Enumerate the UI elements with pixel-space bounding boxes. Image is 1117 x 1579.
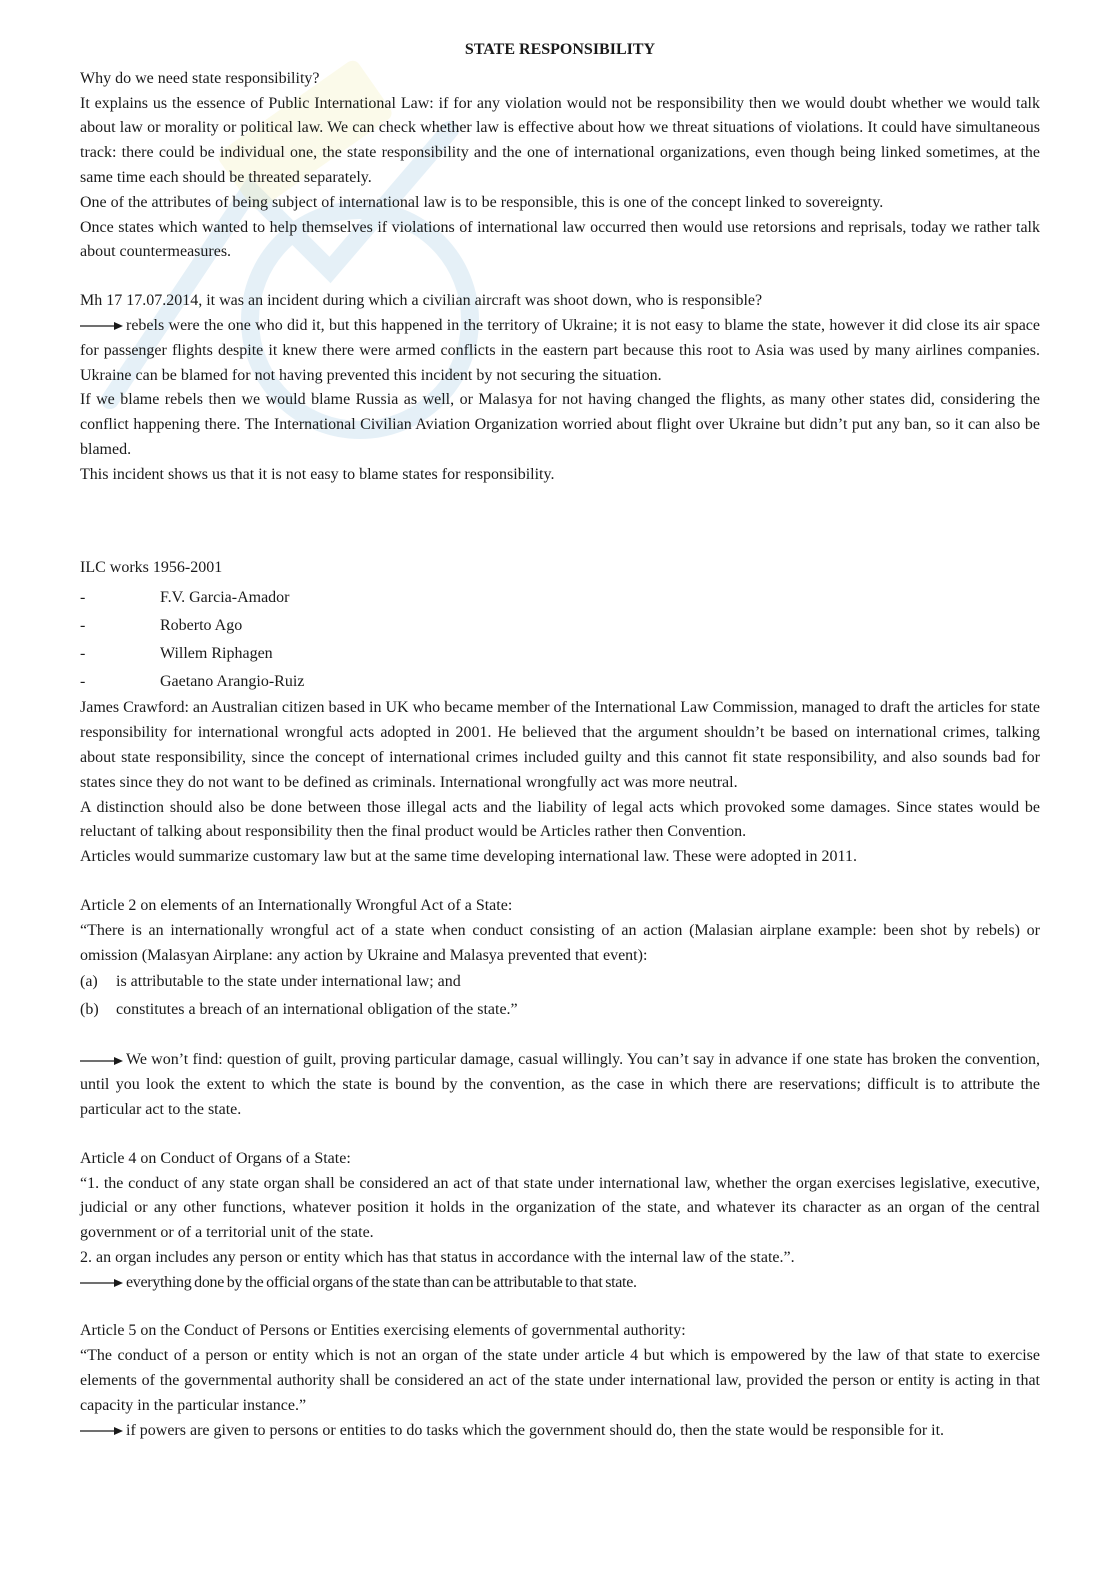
- mh17-answer-text: rebels were the one who did it, but this happened in the territory of Ukraine; it is not easy to blame the state, however it did close its air space for passenger flights despite it knew there were armed conflicts in the eastern part because this root to Asia was used by many airlines companies. Ukraine can be blamed for not having prevented this incident by not securing the situation.: [80, 316, 1040, 384]
- arrow-icon: [80, 1056, 124, 1066]
- arrow-icon: [80, 1278, 124, 1288]
- article-2-items: [80, 968, 1040, 1024]
- article-2-quote: “There is an internationally wrongful act of a state when conduct consisting of an action (Malasian airplane example: been shot by rebels) or omission (Malasyan Airplane: any action by Ukraine and Malasya prevented that event):: [80, 921, 1040, 964]
- article-4-paragraph-2: 2. an organ includes any person or entity which has that status in accordance with the internal law of the state.”.: [80, 1248, 795, 1266]
- article-4-comment-text: everything done by the official organs of the state than can be attributable to that state.: [126, 1273, 637, 1291]
- distinction-paragraph: A distinction should also be done between those illegal acts and the liability of legal acts which provoked some damages. Since states would be reluctant of talking about responsibility then the final product would be Articles rather then Convention.: [80, 798, 1040, 841]
- intro-paragraph-3: Once states which wanted to help themselves if violations of international law occurred then would use retorsions and reprisals, today we rather talk about countermeasures.: [80, 218, 1040, 261]
- rapporteur-list: [80, 584, 1040, 696]
- article-5-comment-text: if powers are given to persons or entities to do tasks which the government should do, then the state would be responsible for it.: [126, 1421, 945, 1439]
- list-item: [80, 584, 1040, 612]
- item-text: is attributable to the state under international law; and: [116, 973, 461, 991]
- list-dash: -: [80, 589, 86, 607]
- item-marker: (a): [80, 973, 98, 991]
- mh17-question: Mh 17 17.07.2014, it was an incident during which a civilian aircraft was shoot down, who is responsible?: [80, 292, 763, 310]
- document-page: [80, 38, 1040, 1443]
- article-5-quote: “The conduct of a person or entity which is not an organ of the state under article 4 but which is empowered by the law of that state to exercise elements of the governmental authority shall be considered an act of the state under international law, provided the person or entity is acting in that capacity in the particular instance.”: [80, 1347, 1040, 1414]
- article-5-comment: [80, 1419, 1040, 1444]
- mh17-answer: [80, 314, 1040, 388]
- mh17-paragraph-2: If we blame rebels then we would blame Russia as well, or Malasya for not having changed the flights, as many other states did, considering the conflict happening there. The International Civilian Aviation Organization worried about flight over Ukraine but didn’t put any ban, so it can also be blamed.: [80, 391, 1040, 458]
- rapporteur-name: F.V. Garcia-Amador: [160, 589, 290, 607]
- article-4-paragraph-1: “1. the conduct of any state organ shall be considered an act of that state under international law, whether the organ exercises legislative, executive, judicial or any other functions, whatever position it holds in the organization of the state, and whatever its character as an organ of the central government or of a territorial unit of the state.: [80, 1174, 1040, 1242]
- rapporteur-name: Willem Riphagen: [160, 645, 273, 663]
- arrow-icon: [80, 321, 124, 331]
- article-4-comment: [80, 1271, 1040, 1296]
- rapporteur-name: Roberto Ago: [160, 617, 243, 635]
- list-dash: -: [80, 673, 86, 691]
- article-2-heading: Article 2 on elements of an Internationally Wrongful Act of a State:: [80, 896, 513, 914]
- page-title: STATE RESPONSIBILITY: [464, 41, 656, 58]
- intro-question: Why do we need state responsibility?: [80, 69, 320, 87]
- list-item: [80, 968, 1040, 996]
- ilc-heading: ILC works 1956-2001: [80, 558, 223, 576]
- mh17-paragraph-3: This incident shows us that it is not easy to blame states for responsibility.: [80, 465, 555, 483]
- list-item: [80, 640, 1040, 668]
- item-text: constitutes a breach of an international obligation of the state.”: [116, 1001, 518, 1019]
- arrow-icon: [80, 1426, 124, 1436]
- article-4-heading: Article 4 on Conduct of Organs of a State:: [80, 1149, 351, 1167]
- list-dash: -: [80, 617, 86, 635]
- item-marker: (b): [80, 1001, 99, 1019]
- list-dash: -: [80, 645, 86, 663]
- article-2-comment: [80, 1048, 1040, 1122]
- list-item: [80, 996, 1040, 1024]
- rapporteur-name: Gaetano Arangio-Ruiz: [160, 673, 305, 691]
- article-5-heading: Article 5 on the Conduct of Persons or Entities exercising elements of governmental authority:: [80, 1322, 686, 1340]
- list-item: [80, 668, 1040, 696]
- articles-paragraph: Articles would summarize customary law but at the same time developing international law. These were adopted in 2011.: [80, 848, 857, 866]
- crawford-paragraph: James Crawford: an Australian citizen based in UK who became member of the International Law Commission, managed to draft the articles for state responsibility for international wrongful acts adopted in 2001. He believed that the argument shouldn’t be based on international crimes, talking about state responsibility, since the concept of international crimes included guilty and this cannot fit state responsibility, and also sounds bad for states since they do not want to be defined as criminals. International wrongfully act was more neutral.: [80, 699, 1040, 791]
- intro-paragraph-2: One of the attributes of being subject of international law is to be responsible, this is one of the concept linked to sovereignty.: [80, 193, 884, 211]
- list-item: [80, 612, 1040, 640]
- intro-paragraph-1: It explains us the essence of Public International Law: if for any violation would not be responsibility then we would doubt whether we would talk about law or morality or political law. We can check whether law is effective about how we threat situations of violations. It could have simultaneous track: there could be individual one, the state responsibility and the one of international organizations, even though being linked sometimes, at the same time each should be threated separately.: [80, 94, 1040, 186]
- article-2-comment-text: We won’t find: question of guilt, proving particular damage, casual willingly. You can’t say in advance if one state has broken the convention, until you look the extent to which the state is bound by the convention, as the case in which there are reservations; difficult is to attribute the particular act to the state.: [80, 1051, 1040, 1118]
